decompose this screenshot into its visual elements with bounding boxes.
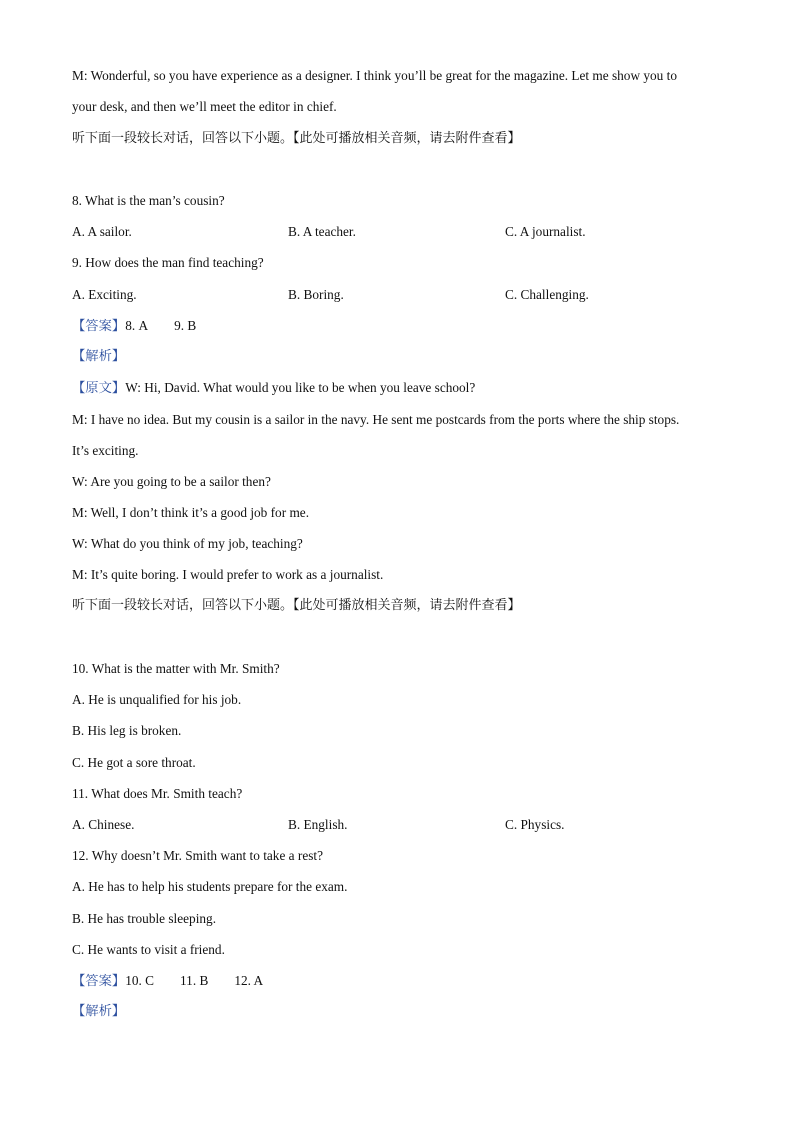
transcript-line: W: What do you think of my job, teaching? xyxy=(72,536,303,551)
question-8-stem: 8. What is the man’s cousin? xyxy=(72,193,225,208)
question-11-option-c: C. Physics. xyxy=(505,817,565,832)
answer-item: 12. A xyxy=(234,973,264,988)
question-9-option-c: C. Challenging. xyxy=(505,287,589,302)
answer-item: 8. A xyxy=(125,318,149,333)
question-8-option-b: B. A teacher. xyxy=(288,224,356,239)
answer-line xyxy=(72,317,196,336)
question-10-option-b: B. His leg is broken. xyxy=(72,723,182,738)
question-8-option-c: C. A journalist. xyxy=(505,224,586,239)
question-11-stem: 11. What does Mr. Smith teach? xyxy=(72,786,243,801)
question-12-option-a: A. He has to help his students prepare for the exam. xyxy=(72,879,348,894)
listening-instruction: 听下面一段较长对话，回答以下小题。【此处可播放相关音频，请去附件查看】 xyxy=(72,598,521,613)
answer-item: 11. B xyxy=(180,973,209,988)
question-9-option-b: B. Boring. xyxy=(288,287,344,302)
question-10-option-c: C. He got a sore throat. xyxy=(72,755,196,770)
listening-instruction: 听下面一段较长对话，回答以下小题。【此处可播放相关音频，请去附件查看】 xyxy=(72,131,521,146)
analysis-tag: 【解析】 xyxy=(72,1004,126,1019)
question-9-stem: 9. How does the man find teaching? xyxy=(72,255,264,270)
transcript-line: It’s exciting. xyxy=(72,443,139,458)
question-10-option-a: A. He is unqualified for his job. xyxy=(72,692,242,707)
transcript-line: W: Are you going to be a sailor then? xyxy=(72,474,271,489)
question-11-option-a: A. Chinese. xyxy=(72,817,135,832)
answer-item: 10. C xyxy=(125,973,155,988)
transcript-line xyxy=(72,379,475,398)
transcript-line: M: It’s quite boring. I would prefer to work as a journalist. xyxy=(72,567,384,582)
question-11-option-b: B. English. xyxy=(288,817,348,832)
question-12-option-c: C. He wants to visit a friend. xyxy=(72,942,225,957)
transcript-line: M: I have no idea. But my cousin is a sailor in the navy. He sent me postcards from the ports where the ship stops. xyxy=(72,412,680,427)
dialogue-line: your desk, and then we’ll meet the editor in chief. xyxy=(72,99,337,114)
analysis-tag: 【解析】 xyxy=(72,349,126,364)
question-10-stem: 10. What is the matter with Mr. Smith? xyxy=(72,661,280,676)
answer-tag: 【答案】 xyxy=(72,974,126,989)
original-text-tag: 【原文】 xyxy=(72,381,126,396)
answer-item: 9. B xyxy=(174,318,197,333)
question-9-option-a: A. Exciting. xyxy=(72,287,137,302)
answer-tag: 【答案】 xyxy=(72,319,126,334)
question-12-option-b: B. He has trouble sleeping. xyxy=(72,911,217,926)
transcript-text: W: Hi, David. What would you like to be when you leave school? xyxy=(125,380,476,395)
question-12-stem: 12. Why doesn’t Mr. Smith want to take a rest? xyxy=(72,848,324,863)
question-8-option-a: A. A sailor. xyxy=(72,224,132,239)
answer-line xyxy=(72,972,263,991)
dialogue-line: M: Wonderful, so you have experience as a designer. I think you’ll be great for the magazine. Let me show you to xyxy=(72,68,677,83)
transcript-line: M: Well, I don’t think it’s a good job for me. xyxy=(72,505,310,520)
